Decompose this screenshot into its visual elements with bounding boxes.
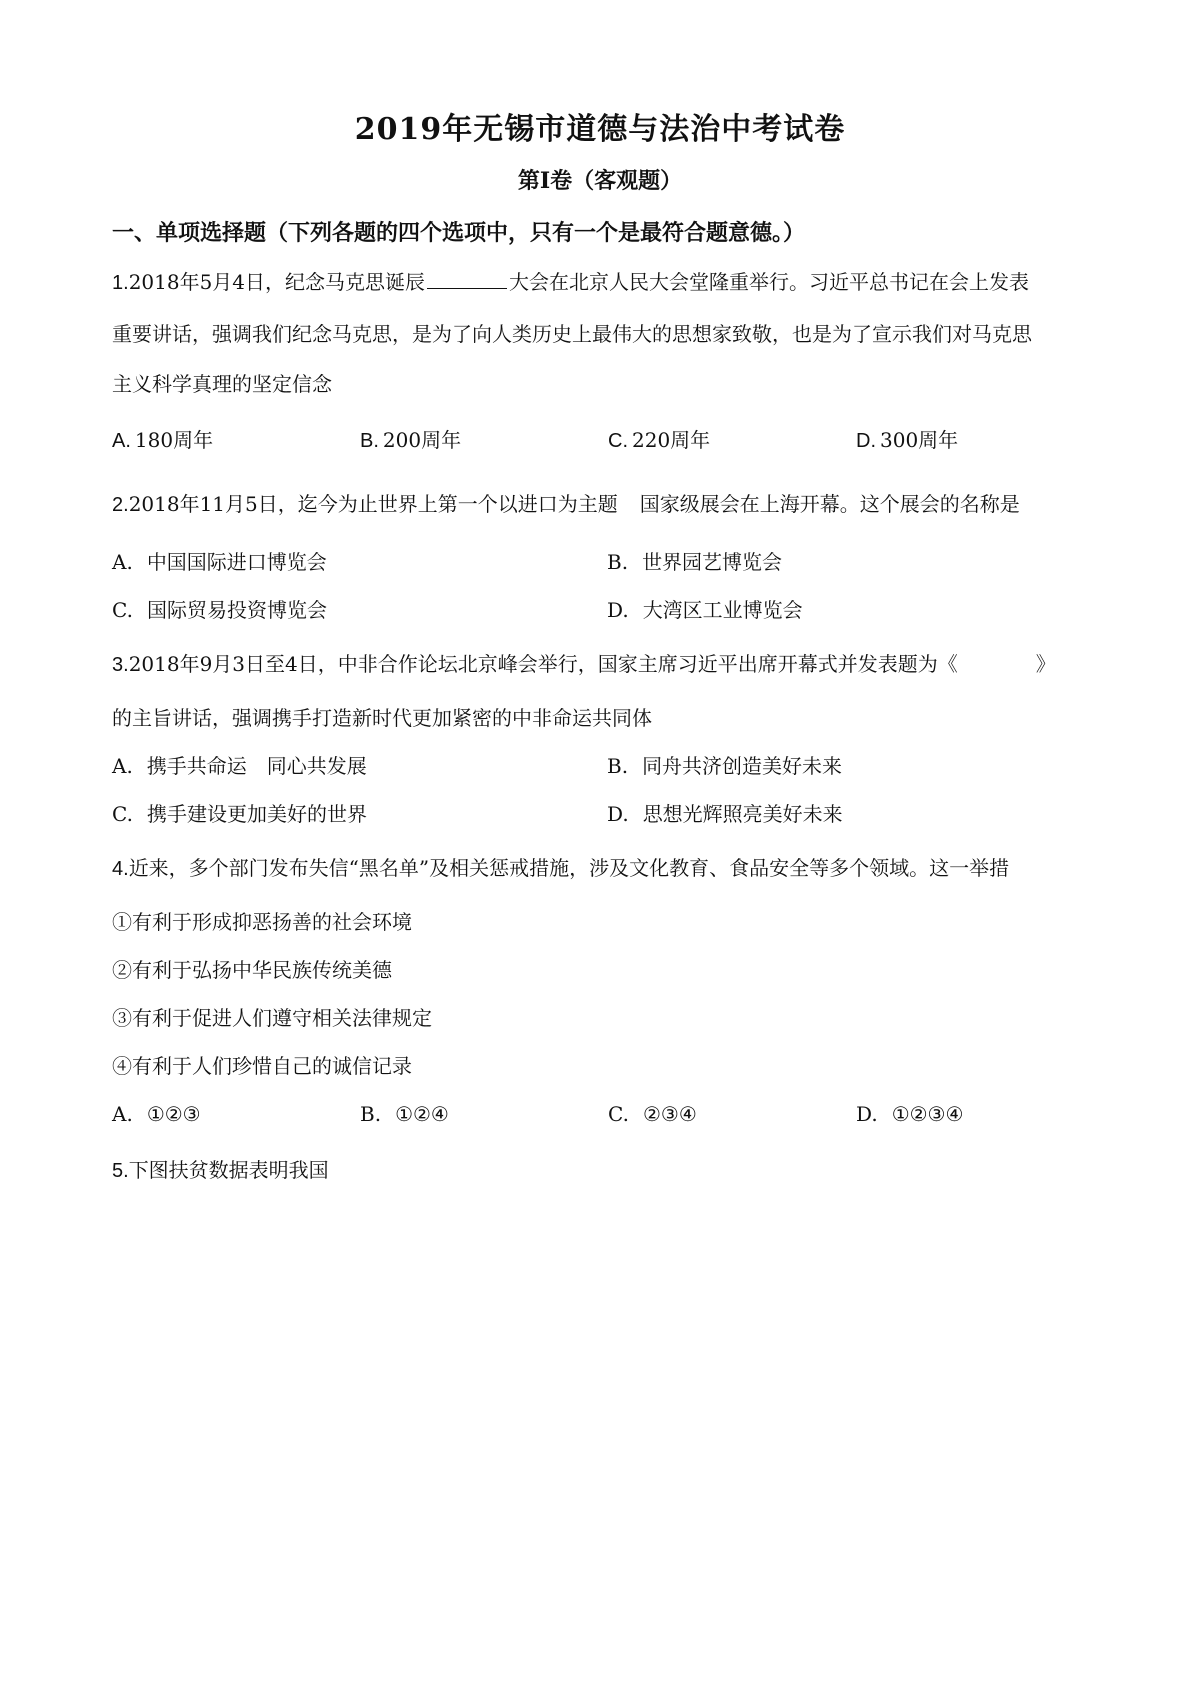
question-2-options-row-1: [112, 548, 1102, 576]
question-text: 2018年9月3日至4日，中非合作论坛北京峰会举行，国家主席习近平出席开幕式并发表题为《: [128, 652, 958, 676]
option-text: 中国国际进口博览会: [146, 550, 327, 574]
question-3-options-row-2: [112, 800, 1102, 828]
option-text: 思想光辉照亮美好未来: [642, 802, 843, 826]
question-text: 国家级展会在上海开幕。这个展会的名称是: [639, 492, 1020, 516]
option-text: 200周年: [382, 428, 462, 452]
option-text: 世界园艺博览会: [642, 550, 783, 574]
option-c[interactable]: [112, 800, 607, 828]
question-1-options: [112, 426, 1102, 455]
option-a[interactable]: [112, 1100, 360, 1128]
option-a[interactable]: [112, 548, 607, 576]
option-text: 携手共命运 同心共发展: [146, 754, 367, 778]
option-text: 携手建设更加美好的世界: [146, 802, 367, 826]
option-c[interactable]: [608, 426, 856, 455]
option-label: C.: [608, 1102, 629, 1126]
option-label: A.: [112, 550, 133, 574]
question-text: 近来，多个部门发布失信“黑名单”及相关惩戒措施，涉及文化教育、食品安全等多个领域。这一举措: [128, 856, 1010, 880]
option-label: B.: [360, 430, 379, 452]
option-label: B.: [360, 1102, 382, 1126]
question-1-stem-line-3: 主义科学真理的坚定信念: [112, 372, 332, 396]
page-title: 2019年无锡市道德与法治中考试卷: [354, 112, 846, 147]
question-text: 2018年5月4日，纪念马克思诞辰: [128, 270, 426, 294]
option-text: ②③④: [642, 1102, 697, 1126]
option-text: 国际贸易投资博览会: [146, 598, 327, 622]
question-text: 下图扶贫数据表明我国: [128, 1158, 329, 1182]
statement-2: ②有利于弘扬中华民族传统美德: [112, 958, 392, 982]
question-4-options: [112, 1100, 1102, 1128]
option-c[interactable]: [608, 1100, 856, 1128]
question-number: 4.: [112, 858, 129, 880]
question-number: 3.: [112, 654, 129, 676]
option-text: 180周年: [134, 428, 214, 452]
option-a[interactable]: [112, 752, 607, 780]
option-label: D.: [607, 598, 629, 622]
question-5-stem-line-1: [112, 1156, 1102, 1185]
option-label: C.: [112, 598, 133, 622]
fill-blank: [427, 268, 507, 289]
option-text: ①②③④: [891, 1102, 964, 1126]
option-label: A.: [112, 754, 133, 778]
question-3-options-row-1: [112, 752, 1102, 780]
statement-4: ④有利于人们珍惜自己的诚信记录: [112, 1054, 412, 1078]
option-d[interactable]: [856, 426, 1104, 455]
option-b[interactable]: [607, 548, 1102, 576]
option-a[interactable]: [112, 426, 360, 455]
question-2-stem-line-1: [112, 490, 1102, 519]
option-label: C.: [112, 802, 133, 826]
option-b[interactable]: [360, 1100, 608, 1128]
option-label: A.: [112, 1102, 133, 1126]
question-2-options-row-2: [112, 596, 1102, 624]
option-text: ①②③: [146, 1102, 201, 1126]
question-text: 2018年11月5日，迄今为止世界上第一个以进口为主题: [128, 492, 618, 516]
option-label: D.: [856, 1102, 878, 1126]
section-heading: 一、单项选择题（下列各题的四个选项中，只有一个是最符合题意德。）: [112, 220, 806, 246]
question-number: 1.: [112, 272, 129, 294]
question-text: 大会在北京人民大会堂隆重举行。习近平总书记在会上发表: [509, 270, 1030, 294]
statement-1: ①有利于形成抑恶扬善的社会环境: [112, 910, 412, 934]
option-label: A.: [112, 430, 131, 452]
option-text: 大湾区工业博览会: [642, 598, 803, 622]
option-label: B.: [607, 550, 629, 574]
option-text: 同舟共济创造美好未来: [642, 754, 843, 778]
option-label: D.: [856, 430, 876, 452]
option-text: 300周年: [880, 428, 959, 452]
question-4-stem-line-1: [112, 854, 1102, 883]
question-1-stem-line-2: 重要讲话，强调我们纪念马克思，是为了向人类历史上最伟大的思想家致敬，也是为了宣示我们对马克思: [112, 322, 1032, 346]
option-label: B.: [607, 754, 629, 778]
section-subtitle: 第Ⅰ卷（客观题）: [517, 168, 683, 194]
question-3-stem-line-2: 的主旨讲话，强调携手打造新时代更加紧密的中非命运共同体: [112, 706, 652, 730]
option-text: ①②④: [395, 1102, 449, 1126]
option-d[interactable]: [607, 800, 1102, 828]
question-1-stem-line-1: [112, 268, 1102, 297]
question-number: 5.: [112, 1160, 129, 1182]
option-d[interactable]: [856, 1100, 1104, 1128]
statement-3: ③有利于促进人们遵守相关法律规定: [112, 1006, 432, 1030]
option-b[interactable]: [607, 752, 1102, 780]
option-d[interactable]: [607, 596, 1102, 624]
option-b[interactable]: [360, 426, 608, 455]
option-c[interactable]: [112, 596, 607, 624]
question-text: 》: [1035, 652, 1056, 676]
option-label: D.: [607, 802, 629, 826]
option-label: C.: [608, 430, 628, 452]
question-number: 2.: [112, 494, 129, 516]
option-text: 220周年: [632, 428, 711, 452]
question-3-stem-line-1: [112, 650, 1102, 679]
